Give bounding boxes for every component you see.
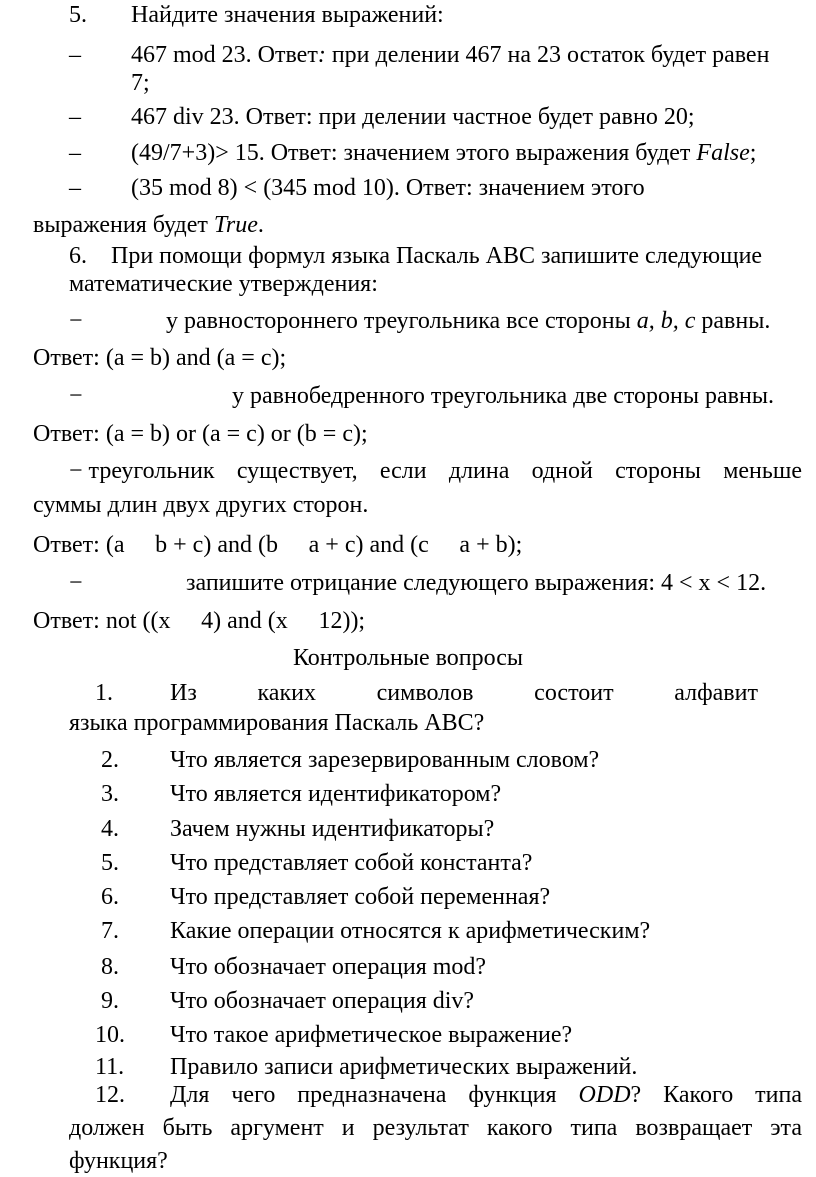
task6-item-1-answer: Ответ: (a = b) and (a = c); [33, 345, 287, 371]
bullet: – [69, 140, 81, 166]
word: состоит [534, 680, 614, 706]
task6-number: 6. [69, 243, 87, 269]
word: алфавит [674, 680, 758, 706]
question-number: 4. [101, 816, 119, 842]
question-number: 6. [101, 884, 119, 910]
question-number: 1. [95, 680, 113, 706]
question-12-line3: функция? [69, 1148, 168, 1174]
function-name: ODD [578, 1082, 631, 1108]
word: стороны [615, 458, 701, 484]
bullet: – [69, 42, 81, 68]
question-text: Что представляет собой константа? [170, 850, 533, 876]
question-number: 3. [101, 781, 119, 807]
item-text: (49/7+3)> 15. Ответ: значением этого выражения будет [131, 140, 697, 166]
item-text-end: . [257, 212, 264, 238]
task6-item-4: запишите отрицание следующего выражения: 4 < x < 12. [186, 570, 767, 596]
question-text: Что является зарезервированным словом? [170, 747, 600, 773]
task6-item-1 [166, 306, 770, 336]
task6-heading-line2: математические утверждения: [69, 271, 378, 297]
question-1-line2: языка программирования Паскаль АВС? [69, 710, 485, 736]
question-text-end: ? Какого типа [630, 1082, 802, 1108]
word: Из [170, 680, 197, 706]
dash: − [69, 570, 83, 596]
bullet: – [69, 175, 81, 201]
word: существует, [236, 458, 358, 484]
item-text: у равностороннего треугольника все стороны [166, 308, 637, 334]
word: одной [531, 458, 593, 484]
task6-heading-line1: При помощи формул языка Паскаль АВС запишите следующие [111, 243, 763, 269]
question-number: 8. [101, 954, 119, 980]
bullet: – [69, 104, 81, 130]
task5-item-1-continuation: 7; [131, 70, 150, 96]
italic-value: False [696, 140, 750, 166]
variables: a, b, c [636, 308, 696, 334]
word: меньше [723, 458, 802, 484]
task6-item-2: у равнобедренного треугольника две стороны равны. [232, 383, 774, 409]
question-text: Что представляет собой переменная? [170, 884, 551, 910]
italic-value: True [213, 212, 258, 238]
question-number: 2. [101, 747, 119, 773]
question-number: 10. [95, 1022, 125, 1048]
task5-heading: Найдите значения выражений: [131, 2, 444, 28]
word: длина [448, 458, 510, 484]
question-number: 12. [95, 1082, 125, 1108]
task5-item-2: 467 div 23. Ответ: при делении частное будет равно 20; [131, 104, 695, 130]
question-text: Что обозначает операция mod? [170, 954, 487, 980]
question-number: 11. [95, 1054, 125, 1080]
expression: 467 mod 23. [131, 42, 252, 68]
question-text: Что такое арифметическое выражение? [170, 1022, 573, 1048]
question-text: Для чего предназначена функция [170, 1082, 579, 1108]
task6-item-4-answer: Ответ: not ((x 4) and (x 12)); [33, 608, 316, 634]
task5-item-4: (35 mod 8) < (345 mod 10). Ответ: значением этого [131, 175, 645, 201]
task5-number: 5. [69, 2, 87, 28]
word: если [379, 458, 427, 484]
answer-label: Ответ [257, 42, 318, 68]
question-text: Что обозначает операция div? [170, 988, 475, 1014]
item-text-end: равны. [695, 308, 771, 334]
dash: − [69, 383, 83, 409]
question-text: Что является идентификатором? [170, 781, 502, 807]
task6-item-3-answer: Ответ: (a b + c) and (b a + c) and (c a + b); [33, 532, 449, 558]
task6-item-3-line2: суммы длин двух других сторон. [33, 492, 369, 518]
question-text: Какие операции относятся к арифметическим? [170, 918, 651, 944]
task6-item-3-line1 [69, 456, 802, 486]
question-1-line1 [170, 678, 758, 708]
task5-item-1 [131, 40, 769, 70]
task5-item-4-continuation [33, 210, 264, 240]
question-number: 7. [101, 918, 119, 944]
question-number: 5. [101, 850, 119, 876]
item-text: выражения будет [33, 212, 214, 238]
answer-text: при делении 467 на 23 остаток будет равен [325, 42, 770, 68]
colon: : [317, 42, 326, 68]
word: − треугольник [69, 458, 215, 484]
question-12-line2: должен быть аргумент и результат какого типа возвращает эта [69, 1115, 802, 1141]
dash: − [69, 308, 83, 334]
word: каких [257, 680, 316, 706]
item-text-end: ; [749, 140, 757, 166]
question-text: Правило записи арифметических выражений. [170, 1054, 638, 1080]
word: символов [376, 680, 474, 706]
question-text: Зачем нужны идентификаторы? [170, 816, 495, 842]
task6-item-2-answer: Ответ: (a = b) or (a = c) or (b = c); [33, 421, 368, 447]
task5-item-3 [131, 138, 756, 168]
question-number: 9. [101, 988, 119, 1014]
questions-title: Контрольные вопросы [292, 645, 524, 671]
